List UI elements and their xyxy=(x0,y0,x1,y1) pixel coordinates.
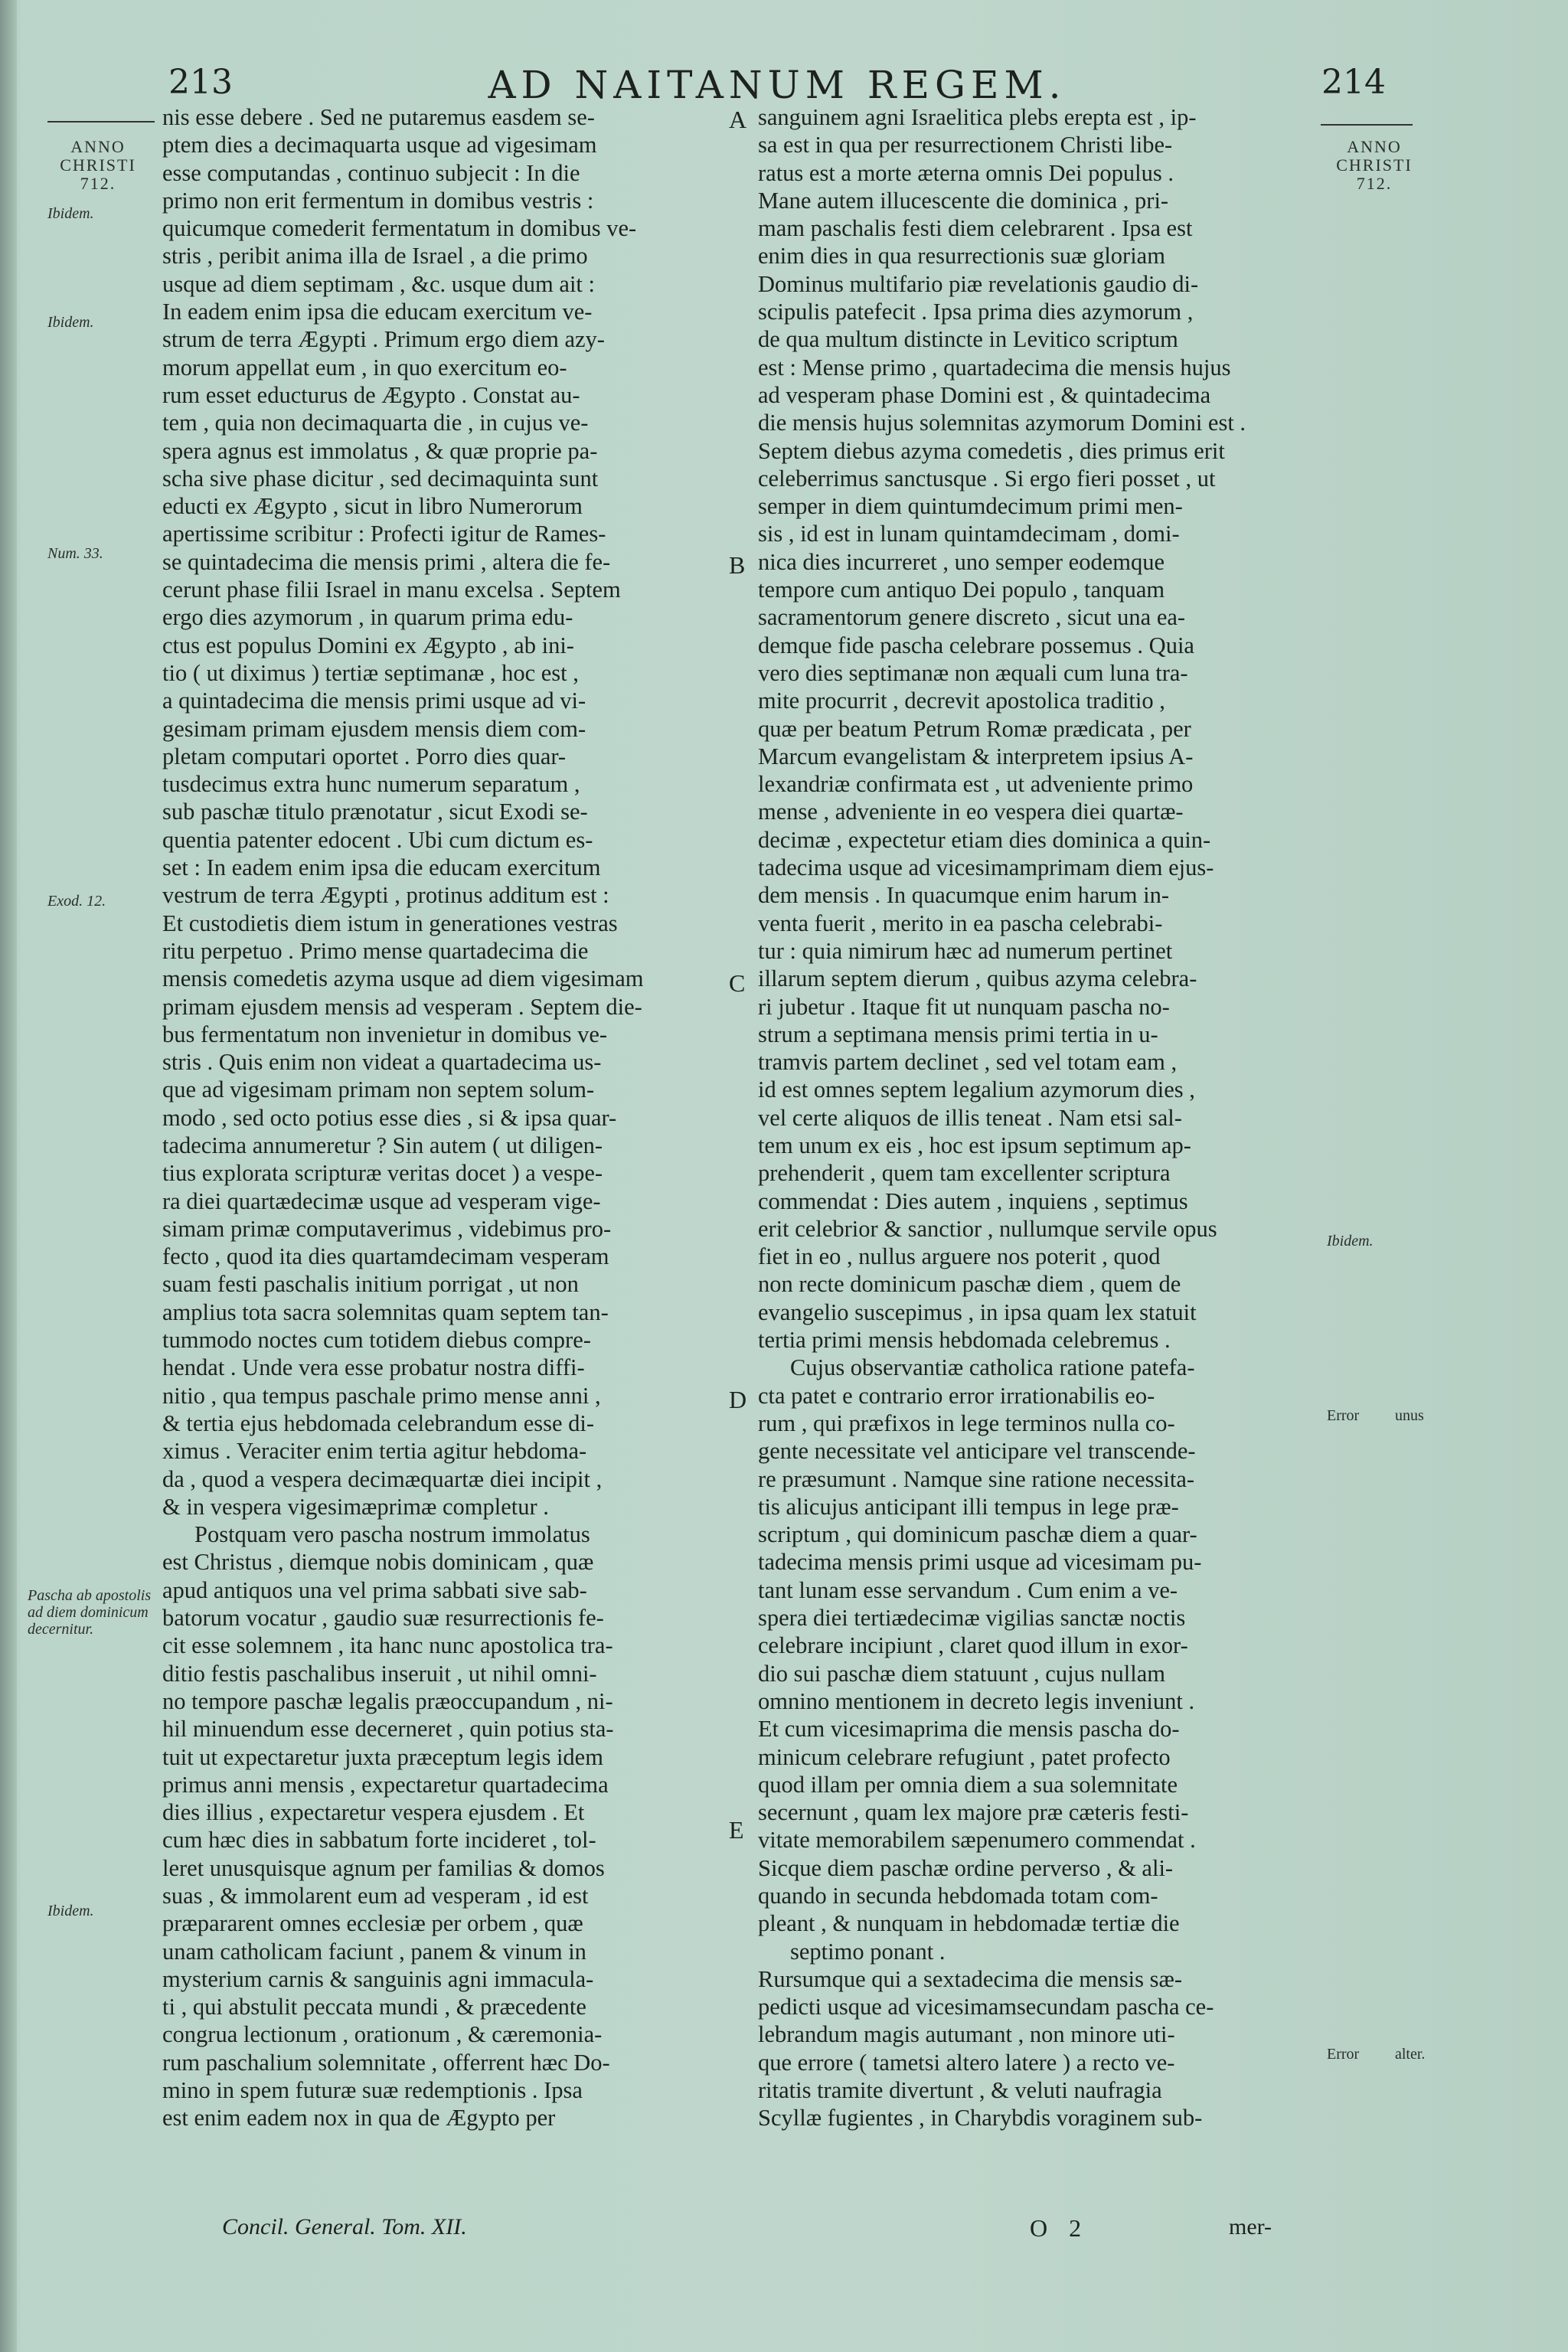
text-line: omnino mentionem in decreto legis inveniunt . xyxy=(758,1687,1195,1714)
sidenote-ibidem-right: Ibidem. xyxy=(1327,1233,1374,1250)
section-letter-c: C xyxy=(729,969,746,997)
text-line: educti ex Ægypto , sicut in libro Numerorum xyxy=(162,493,583,520)
text-line: vel certe aliquos de illis teneat . Nam etsi sal- xyxy=(758,1104,1182,1131)
text-line: tadecima annumeretur ? Sin autem ( ut diligen- xyxy=(162,1132,603,1158)
text-line: die mensis hujus solemnitas azymorum Domini est . xyxy=(758,410,1246,436)
text-line: sanguinem agni Israelitica plebs erepta est , ip- xyxy=(758,104,1197,130)
margin-rule-right xyxy=(1321,124,1413,126)
text-line: fiet in eo , nullus arguere nos poterit , quod xyxy=(758,1243,1161,1270)
text-line: quod illam per omnia diem a sua solemnitate xyxy=(758,1771,1178,1798)
text-line: cit esse solemnem , ita hanc nunc apostolica tra- xyxy=(162,1632,613,1659)
text-line: tem unum ex eis , hoc est ipsum septimum ap- xyxy=(758,1132,1191,1158)
text-line: tertia primi mensis hebdomada celebremus . xyxy=(758,1327,1171,1354)
sidenote-exodus: Exod. 12. xyxy=(47,893,106,910)
sidenote-alter: alter. xyxy=(1395,2046,1426,2063)
text-line: fecto , quod ita dies quartamdecimam vesperam xyxy=(162,1243,609,1270)
text-line: leret unusquisque agnum per familias & domos xyxy=(162,1854,605,1881)
text-line: pleant , & nunquam in hebdomadæ tertiæ die xyxy=(758,1910,1180,1937)
text-line: prehenderit , quem tam excellenter scriptura xyxy=(758,1160,1171,1187)
text-line: tur : quia nimirum hæc ad numerum pertinet xyxy=(758,937,1173,964)
text-line: apertissime scribitur : Profecti igitur de Rames- xyxy=(162,521,606,547)
text-line: apud antiquos una vel prima sabbati sive sab- xyxy=(162,1576,587,1603)
text-line: set : In eadem enim ipsa die educam exercitum xyxy=(162,854,601,881)
text-line: tadecima usque ad vicesimamprimam diem ejus- xyxy=(758,854,1214,881)
anno-christi-left: ANNO CHRISTI 712. xyxy=(60,137,136,193)
text-line: batorum vocatur , gaudio suæ resurrectionis fe- xyxy=(162,1605,604,1632)
text-line: scriptum , qui dominicum paschæ diem a quar- xyxy=(758,1521,1197,1548)
text-line: mino in spem futuræ suæ redemptionis . Ipsa xyxy=(162,2077,583,2104)
sidenote-pascha-ab-apostolis: Pascha ab apostolis ad diem dominicum decernitur. xyxy=(28,1587,152,1638)
text-line: primus anni mensis , expectaretur quartadecima xyxy=(162,1771,609,1798)
text-line: usque ad diem septimam , &c. usque dum ait : xyxy=(162,270,595,297)
text-line: septimo ponant . xyxy=(790,1938,946,1965)
text-line: unam catholicam faciunt , panem & vinum in xyxy=(162,1938,586,1965)
text-line: nica dies incurreret , uno semper eodemque xyxy=(758,548,1165,575)
text-line: Scyllæ fugientes , in Charybdis voraginem sub- xyxy=(758,2105,1203,2132)
text-line: congrua lectionum , orationum , & cæremonia- xyxy=(162,2021,603,2048)
text-line: sa est in qua per resurrectionem Christi libe- xyxy=(758,132,1173,158)
text-line: dio sui paschæ diem statuunt , cujus nullam xyxy=(758,1660,1166,1687)
text-line: hendat . Unde vera esse probatur nostra diffi- xyxy=(162,1354,585,1381)
text-line: simam primæ computaverimus , videbimus pro- xyxy=(162,1215,612,1242)
page-header xyxy=(168,63,1386,109)
text-line: rum , qui præfixos in lege terminos nulla co- xyxy=(758,1410,1175,1436)
text-line: semper in diem quintumdecimum primi men- xyxy=(758,493,1183,520)
text-line: tio ( ut diximus ) tertiæ septimanæ , hoc est , xyxy=(162,659,579,686)
text-line: tramvis partem declinet , sed vel totam eam , xyxy=(758,1049,1178,1076)
text-line: tusdecimus extra hunc numerum separatum , xyxy=(162,771,580,798)
text-line: ti , qui abstulit peccata mundi , & præcedente xyxy=(162,1994,586,2020)
sidenote-ibidem-3: Ibidem. xyxy=(47,1903,94,1919)
anno-christi-right: ANNO CHRISTI 712. xyxy=(1336,137,1413,193)
text-line: nitio , qua tempus paschale primo mense anni , xyxy=(162,1382,601,1409)
text-line: quentia patenter edocent . Ubi cum dictum es- xyxy=(162,826,593,853)
text-line: mensis comedetis azyma usque ad diem vigesimam xyxy=(162,965,644,992)
text-line: cum hæc dies in sabbatum forte incideret , tol- xyxy=(162,1827,596,1854)
text-line: primo non erit fermentum in domibus vestris : xyxy=(162,187,594,214)
text-line: mysterium carnis & sanguinis agni immacula- xyxy=(162,1965,594,1992)
text-line: ritatis tramite divertunt , & veluti naufragia xyxy=(758,2077,1162,2104)
binding-gutter xyxy=(0,0,17,2352)
text-line: que ad vigesimam primam non septem solum- xyxy=(162,1076,595,1103)
text-line: ptem dies a decimaquarta usque ad vigesimam xyxy=(162,132,597,158)
sidenote-ibidem-2: Ibidem. xyxy=(47,314,94,331)
sidenote-ibidem-1: Ibidem. xyxy=(47,205,94,222)
margin-rule-left xyxy=(47,121,155,122)
footer-source: Concil. General. Tom. XII. xyxy=(222,2214,467,2239)
text-line: quæ per beatum Petrum Romæ prædicata , per xyxy=(758,715,1191,742)
sidenote-error-unus: Error xyxy=(1327,1407,1360,1424)
text-line: hil minuendum esse decerneret , quin potius sta- xyxy=(162,1716,614,1743)
text-line: ergo dies azymorum , in quarum prima edu- xyxy=(162,604,573,631)
text-line: pletam computari oportet . Porro dies quar- xyxy=(162,743,567,769)
text-line: est enim eadem nox in qua de Ægypto per xyxy=(162,2105,556,2132)
text-line: esse computandas , continuo subjecit : In die xyxy=(162,159,580,186)
sidenote-numeri: Num. 33. xyxy=(47,545,103,562)
text-line: secernunt , quam lex majore præ cæteris festi- xyxy=(758,1799,1189,1826)
text-line: primam ejusdem mensis ad vesperam . Septem die- xyxy=(162,993,642,1020)
text-line: de qua multum distincte in Levitico scriptum xyxy=(758,326,1178,353)
text-line: stris , peribit anima illa de Israel , a die primo xyxy=(162,243,588,270)
text-line: no tempore paschæ legalis præoccupandum , ni- xyxy=(162,1687,613,1714)
text-line: decimæ , expectetur etiam dies dominica a quin- xyxy=(758,826,1211,853)
page-number-left: 213 xyxy=(168,63,233,102)
text-line: tius explorata scripturæ veritas docet ) a vespe- xyxy=(162,1160,603,1187)
text-line: mam paschalis festi diem celebrarent . Ipsa est xyxy=(758,215,1193,242)
text-line: mense , adveniente in eo vespera diei quartæ- xyxy=(758,799,1184,825)
text-line: erit celebrior & sanctior , nullumque servile opus xyxy=(758,1215,1217,1242)
text-line: quando in secunda hebdomada totam com- xyxy=(758,1883,1158,1909)
text-line: celeberrimus sanctusque . Si ergo fieri posset , ut xyxy=(758,465,1216,492)
catchword: mer- xyxy=(1229,2214,1272,2239)
text-line: vero dies septimanæ non æquali cum luna tra- xyxy=(758,659,1188,686)
text-line: rum paschalium solemnitate , offerrent hæc Do- xyxy=(162,2049,610,2076)
text-line: tempore cum antiquo Dei populo , tanquam xyxy=(758,577,1165,603)
text-line: & in vespera vigesimæprimæ completur . xyxy=(162,1493,549,1520)
text-line: est : Mense primo , quartadecima die mensis hujus xyxy=(758,354,1231,381)
text-line: vitate memorabilem sæpenumero commendat . xyxy=(758,1827,1196,1854)
text-line: evangelio suscepimus , in ipsa quam lex statuit xyxy=(758,1298,1197,1325)
text-line: dies illius , expectaretur vespera ejusdem . Et xyxy=(162,1799,585,1826)
text-line: ritu perpetuo . Primo mense quartadecima die xyxy=(162,937,589,964)
text-line: gesimam primam ejusdem mensis diem com- xyxy=(162,715,586,742)
text-line: strum a septimana mensis primi tertia in u- xyxy=(758,1021,1158,1047)
text-line: cerunt phase filii Israel in manu excelsa . Septem xyxy=(162,577,621,603)
text-line: tadecima mensis primi usque ad vicesimam pu- xyxy=(758,1549,1202,1576)
sidenote-unus: unus xyxy=(1395,1407,1424,1424)
text-line: lexandriæ confirmata est , ut adveniente primo xyxy=(758,771,1194,798)
text-line: ra diei quartædecimæ usque ad vesperam vige- xyxy=(162,1187,601,1214)
text-line: scha sive phase dicitur , sed decimaquinta sunt xyxy=(162,465,599,492)
text-line: sacramentorum genere discreto , sicut una ea- xyxy=(758,604,1186,631)
text-line: ri jubetur . Itaque fit ut nunquam pascha no- xyxy=(758,993,1170,1020)
right-text-column xyxy=(758,103,1325,2132)
text-line: bus fermentatum non invenietur in domibus ve- xyxy=(162,1021,608,1047)
text-line: cta patet e contrario error irrationabilis eo- xyxy=(758,1382,1155,1409)
section-letter-b: B xyxy=(729,551,746,579)
text-line: scipulis patefecit . Ipsa prima dies azymorum , xyxy=(758,299,1194,325)
text-line: tuit ut expectaretur juxta præceptum legis idem xyxy=(162,1743,603,1770)
left-text-column xyxy=(162,103,729,2132)
text-line: modo , sed octo potius esse dies , si & ipsa quar- xyxy=(162,1104,617,1131)
text-line: Cujus observantiæ catholica ratione patefa- xyxy=(790,1354,1195,1381)
text-line: stris . Quis enim non videat a quartadecima us- xyxy=(162,1049,602,1076)
text-line: suam festi paschalis initium porrigat , ut non xyxy=(162,1271,579,1298)
text-line: est Christus , diemque nobis dominicam , quæ xyxy=(162,1549,594,1576)
text-line: Et custodietis diem istum in generationes vestras xyxy=(162,910,618,936)
text-line: Mane autem illucescente die dominica , pri- xyxy=(758,187,1169,214)
text-line: a quintadecima die mensis primi usque ad vi- xyxy=(162,688,586,714)
text-line: enim dies in qua resurrectionis suæ gloriam xyxy=(758,243,1165,270)
text-line: Septem diebus azyma comedetis , dies primus erit xyxy=(758,437,1225,464)
text-line: & tertia ejus hebdomada celebrandum esse di- xyxy=(162,1410,595,1436)
text-line: tem , quia non decimaquarta die , in cujus ve- xyxy=(162,410,589,436)
text-line: ximus . Veraciter enim tertia agitur hebdoma- xyxy=(162,1438,587,1465)
text-line: gente necessitate vel anticipare vel transcende- xyxy=(758,1438,1196,1465)
text-line: In eadem enim ipsa die educam exercitum ve- xyxy=(162,299,593,325)
text-line: dem mensis . In quacumque enim harum in- xyxy=(758,882,1170,909)
text-line: id est omnes septem legalium azymorum dies , xyxy=(758,1076,1195,1103)
running-title: AD NAITANUM REGEM. xyxy=(488,63,1067,107)
text-line: spera agnus est immolatus , & quæ proprie pa- xyxy=(162,437,598,464)
text-line: Marcum evangelistam & interpretem ipsius A- xyxy=(758,743,1194,769)
signature-mark: O 2 xyxy=(1030,2214,1089,2242)
text-line: da , quod a vespera decimæquartæ diei incipit , xyxy=(162,1465,603,1492)
text-line: illarum septem dierum , quibus azyma celebra- xyxy=(758,965,1197,992)
text-line: demque fide pascha celebrare possemus . Quia xyxy=(758,632,1194,658)
text-line: amplius tota sacra solemnitas quam septem tan- xyxy=(162,1298,609,1325)
text-line: strum de terra Ægypti . Primum ergo diem azy- xyxy=(162,326,605,353)
text-line: Postquam vero pascha nostrum immolatus xyxy=(194,1521,590,1548)
text-line: Sicque diem paschæ ordine perverso , & ali- xyxy=(758,1854,1174,1881)
text-line: tummodo noctes cum totidem diebus compre- xyxy=(162,1327,591,1354)
text-line: Dominus multifario piæ revelationis gaudio di- xyxy=(758,270,1199,297)
text-line: quicumque comederit fermentatum in domibus ve- xyxy=(162,215,637,242)
text-line: mite procurrit , decrevit apostolica traditio , xyxy=(758,688,1165,714)
text-line: celebrare incipiunt , claret quod illum in exor- xyxy=(758,1632,1188,1659)
page-number-right: 214 xyxy=(1321,63,1386,102)
text-line: tis alicujus anticipant illi tempus in lege præ- xyxy=(758,1493,1179,1520)
text-line: minicum celebrare refugiunt , patet profecto xyxy=(758,1743,1171,1770)
text-line: re præsumunt . Namque sine ratione necessita- xyxy=(758,1465,1195,1492)
text-line: se quintadecima die mensis primi , altera die fe- xyxy=(162,548,611,575)
text-line: præpararent omnes ecclesiæ per orbem , quæ xyxy=(162,1910,583,1937)
text-line: ctus est populus Domini ex Ægypto , ab ini- xyxy=(162,632,574,658)
section-letter-e: E xyxy=(729,1816,744,1844)
text-line: nis esse debere . Sed ne putaremus easdem se- xyxy=(162,104,595,130)
text-line: pedicti usque ad vicesimamsecundam pascha ce- xyxy=(758,1994,1214,2020)
text-line: ratus est a morte æterna omnis Dei populus . xyxy=(758,159,1174,186)
text-line: ditio festis paschalibus inseruit , ut nihil omni- xyxy=(162,1660,597,1687)
text-line: sub paschæ titulo prænotatur , sicut Exodi se- xyxy=(162,799,588,825)
text-line: Rursumque qui a sextadecima die mensis sæ- xyxy=(758,1965,1182,1992)
text-line: que errore ( tametsi altero latere ) a recto ve- xyxy=(758,2049,1175,2076)
section-letter-a: A xyxy=(729,106,747,133)
text-line: non recte dominicum paschæ diem , quem de xyxy=(758,1271,1181,1298)
text-line: spera diei tertiædecimæ vigilias sanctæ noctis xyxy=(758,1605,1186,1632)
sidenote-error-alter: Error xyxy=(1327,2046,1360,2063)
text-line: ad vesperam phase Domini est , & quintadecima xyxy=(758,381,1211,408)
text-line: commendat : Dies autem , inquiens , septimus xyxy=(758,1187,1188,1214)
section-letter-d: D xyxy=(729,1386,747,1413)
text-line: lebrandum magis autumant , non minore uti- xyxy=(758,2021,1175,2048)
text-line: sis , id est in lunam quintamdecimam , domi- xyxy=(758,521,1180,547)
text-line: Et cum vicesimaprima die mensis pascha do- xyxy=(758,1716,1180,1743)
text-line: rum esset educturus de Ægypto . Constat au- xyxy=(162,381,580,408)
text-line: tant lunam esse servandum . Cum enim a ve- xyxy=(758,1576,1178,1603)
text-line: morum appellat eum , in quo exercitum eo- xyxy=(162,354,567,381)
text-line: venta fuerit , merito in ea pascha celebrabi- xyxy=(758,910,1163,936)
text-line: vestrum de terra Ægypti , protinus additum est : xyxy=(162,882,609,909)
text-line: suas , & immolarent eum ad vesperam , id est xyxy=(162,1883,589,1909)
